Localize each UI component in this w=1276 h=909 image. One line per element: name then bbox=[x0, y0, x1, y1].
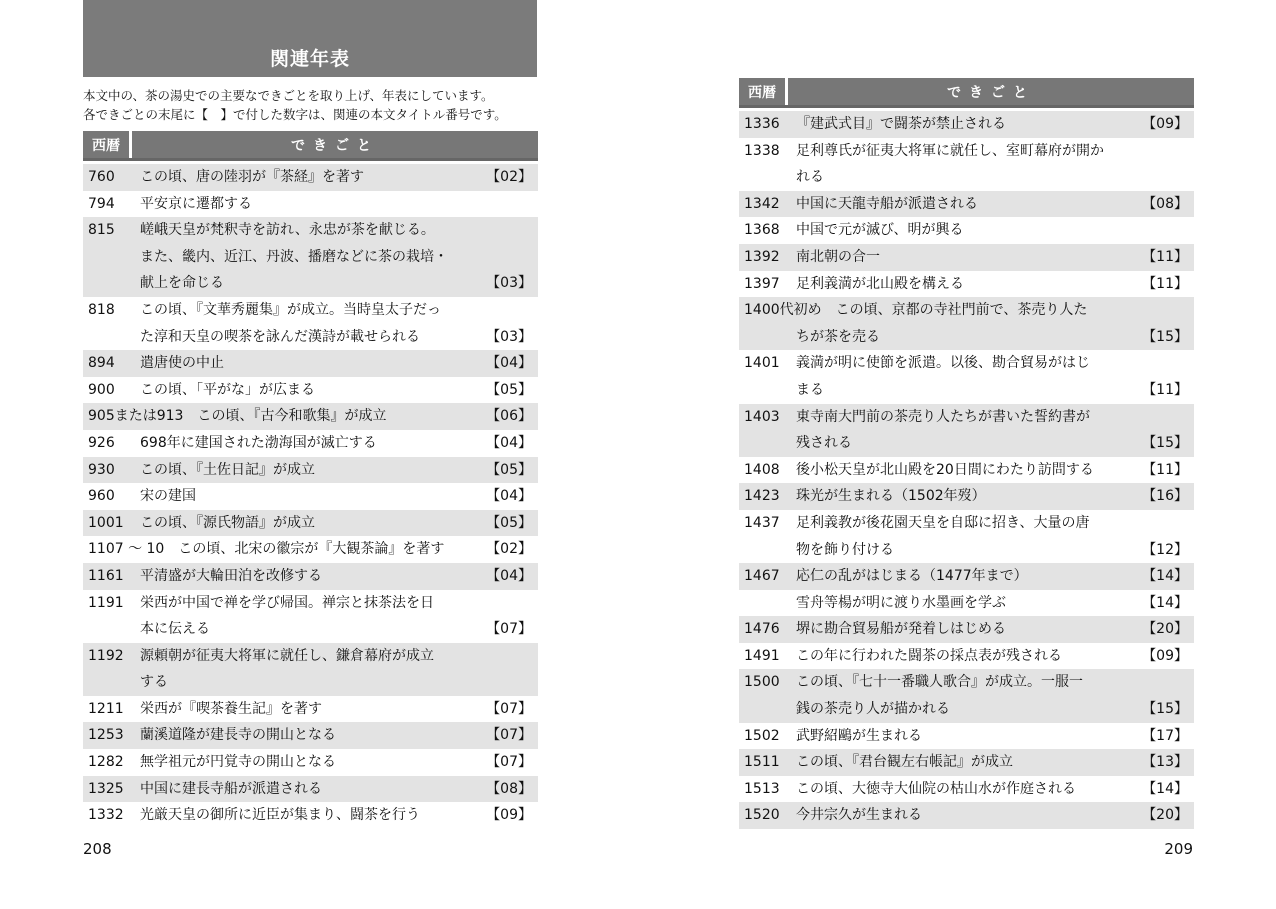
event-cell bbox=[796, 483, 1126, 510]
event-line: 残される bbox=[796, 435, 852, 452]
reference-number: 【08】 bbox=[486, 780, 532, 797]
year-cell: 1476 bbox=[744, 621, 780, 638]
event-cell bbox=[140, 457, 470, 484]
reference-number: 【20】 bbox=[1142, 807, 1188, 824]
event-line: 珠光が生まれる（1502年歿） bbox=[796, 488, 986, 505]
year-cell: 1336 bbox=[744, 116, 780, 132]
chronology-table-left bbox=[83, 131, 538, 829]
event-cell bbox=[140, 776, 470, 803]
event-cell bbox=[140, 297, 470, 350]
reference-number: 【07】 bbox=[486, 621, 532, 638]
table-row bbox=[83, 164, 538, 191]
table-row bbox=[739, 776, 1194, 803]
event-line: 応仁の乱がはじまる（1477年まで） bbox=[796, 568, 1028, 585]
reference-number: 【04】 bbox=[486, 434, 532, 451]
year-cell: 1491 bbox=[744, 647, 780, 664]
event-line: 足利義満が北山殿を構える bbox=[796, 275, 964, 292]
event-cell bbox=[796, 669, 1126, 722]
year-cell: 1467 bbox=[744, 568, 780, 585]
event-line bbox=[739, 297, 1194, 324]
reference-number: 【03】 bbox=[486, 328, 532, 345]
reference-number: 【07】 bbox=[486, 727, 532, 744]
table-row bbox=[83, 457, 538, 484]
event-cell bbox=[140, 696, 470, 723]
table-row bbox=[739, 723, 1194, 750]
event-cell bbox=[796, 457, 1126, 484]
event-line: れる bbox=[796, 169, 824, 186]
table-row bbox=[739, 138, 1194, 191]
table-row bbox=[739, 271, 1194, 298]
event-cell bbox=[796, 563, 1126, 590]
table-row bbox=[83, 722, 538, 749]
table-row bbox=[739, 404, 1194, 457]
reference-number: 【05】 bbox=[486, 461, 532, 478]
event-line: 源頼朝が征夷大将軍に就任し、鎌倉幕府が成立 bbox=[140, 647, 434, 664]
reference-number: 【04】 bbox=[486, 355, 532, 372]
event-cell bbox=[140, 563, 470, 590]
event-line: 献上を命じる bbox=[140, 275, 224, 292]
year-cell: 1332 bbox=[88, 807, 124, 824]
event-line: 698年に建国された渤海国が滅亡する bbox=[140, 434, 377, 451]
table-body bbox=[739, 111, 1194, 829]
year-cell: 930 bbox=[88, 461, 115, 478]
table-row bbox=[83, 802, 538, 829]
year-cell: 1502 bbox=[744, 727, 780, 744]
event-cell bbox=[140, 164, 470, 191]
event-line: 今井宗久が生まれる bbox=[796, 807, 922, 824]
event-line: 光厳天皇の御所に近臣が集まり、闘茶を行う bbox=[140, 807, 420, 824]
event-cell bbox=[796, 776, 1126, 803]
event-cell bbox=[796, 271, 1126, 298]
header-year: 西暦 bbox=[739, 78, 785, 105]
year-cell: 1338 bbox=[744, 142, 780, 159]
table-row bbox=[83, 510, 538, 537]
header-event: できごと bbox=[132, 131, 538, 158]
event-cell bbox=[796, 510, 1126, 563]
year-cell: 1161 bbox=[88, 567, 124, 584]
table-row bbox=[83, 483, 538, 510]
reference-number: 【09】 bbox=[486, 807, 532, 824]
event-cell bbox=[140, 722, 470, 749]
reference-number: 【09】 bbox=[1142, 647, 1188, 664]
reference-number: 【13】 bbox=[1142, 754, 1188, 771]
event-cell bbox=[140, 430, 470, 457]
reference-number: 【14】 bbox=[1142, 568, 1188, 585]
year-cell: 894 bbox=[88, 355, 115, 372]
year-cell: 1253 bbox=[88, 727, 124, 744]
table-header bbox=[83, 131, 538, 161]
page-number-right: 209 bbox=[1164, 840, 1193, 858]
year-cell: 1397 bbox=[744, 275, 780, 292]
table-body bbox=[83, 164, 538, 829]
table-row bbox=[739, 669, 1194, 722]
table-row bbox=[739, 111, 1194, 138]
year-cell: 1500 bbox=[744, 674, 780, 691]
event-line: 南北朝の合一 bbox=[796, 248, 880, 265]
intro-text bbox=[83, 86, 543, 124]
event-cell bbox=[140, 350, 470, 377]
event-cell bbox=[796, 723, 1126, 750]
reference-number: 【02】 bbox=[486, 541, 532, 558]
event-cell bbox=[140, 377, 470, 404]
year-cell: 760 bbox=[88, 169, 115, 185]
year-cell: 815 bbox=[88, 222, 115, 239]
table-header bbox=[739, 78, 1194, 108]
event-cell bbox=[140, 191, 470, 218]
reference-number: 【04】 bbox=[486, 567, 532, 584]
event-line: 銭の茶売り人が描かれる bbox=[796, 701, 950, 718]
year-cell: 1401 bbox=[744, 355, 780, 372]
intro-line: 本文中の、茶の湯史での主要なできごとを取り上げ、年表にしています。 bbox=[83, 88, 494, 103]
year-cell: 926 bbox=[88, 434, 115, 451]
table-row bbox=[739, 483, 1194, 510]
reference-number: 【05】 bbox=[486, 381, 532, 398]
event-line: この頃、『土佐日記』が成立 bbox=[140, 461, 315, 478]
table-row bbox=[83, 377, 538, 404]
event-cell bbox=[796, 138, 1126, 191]
event-text: この頃、京都の寺社門前で、茶売り人た bbox=[835, 302, 1088, 319]
year-cell: 1513 bbox=[744, 780, 780, 797]
year-cell: 1342 bbox=[744, 195, 780, 212]
year-cell: 1282 bbox=[88, 754, 124, 771]
intro-line: 各できごとの末尾に【 】で付した数字は、関連の本文タイトル番号です。 bbox=[83, 107, 507, 122]
year-cell: 1191 bbox=[88, 594, 124, 611]
reference-number: 【14】 bbox=[1142, 594, 1188, 611]
event-line: た淳和天皇の喫茶を詠んだ漢詩が載せられる bbox=[140, 328, 420, 345]
event-cell bbox=[796, 191, 1126, 218]
event-line: 武野紹鷗が生まれる bbox=[796, 727, 922, 744]
table-row bbox=[739, 297, 1194, 350]
event-line: 栄西が『喫茶養生記』を著す bbox=[140, 700, 322, 717]
event-cell bbox=[796, 749, 1126, 776]
reference-number: 【14】 bbox=[1142, 780, 1188, 797]
table-row bbox=[83, 563, 538, 590]
year-cell: 1437 bbox=[744, 514, 780, 531]
year-cell: 818 bbox=[88, 301, 115, 318]
event-line: 東寺南大門前の茶売り人たちが書いた誓約書が bbox=[796, 408, 1090, 425]
event-line: この年に行われた闘茶の採点表が残される bbox=[796, 647, 1062, 664]
reference-number: 【02】 bbox=[486, 169, 532, 185]
table-row bbox=[83, 191, 538, 218]
event-line: 足利尊氏が征夷大将軍に就任し、室町幕府が開か bbox=[796, 142, 1104, 159]
year-cell: 1403 bbox=[744, 408, 780, 425]
event-text: この頃、北宋の徽宗が『大観茶論』を著す bbox=[178, 541, 445, 558]
reference-number: 【09】 bbox=[1142, 116, 1188, 132]
table-row bbox=[83, 643, 538, 696]
table-row bbox=[83, 536, 538, 563]
event-line: 雪舟等楊が明に渡り水墨画を学ぶ bbox=[796, 594, 1006, 611]
page-title: 関連年表 bbox=[83, 0, 537, 77]
reference-number: 【06】 bbox=[486, 408, 532, 425]
year-cell: 1408 bbox=[744, 461, 780, 478]
reference-number: 【07】 bbox=[486, 754, 532, 771]
event-cell bbox=[140, 643, 470, 696]
event-line: 遣唐使の中止 bbox=[140, 355, 224, 372]
year-cell: 1325 bbox=[88, 780, 124, 797]
year-cell: 1107 ～ 10 bbox=[88, 541, 165, 558]
chronology-table-right bbox=[739, 78, 1194, 829]
event-line: 平安京に遷都する bbox=[140, 195, 252, 212]
table-row bbox=[739, 616, 1194, 643]
reference-number: 【15】 bbox=[1142, 435, 1188, 452]
event-cell bbox=[140, 483, 470, 510]
event-line: 栄西が中国で禅を学び帰国。禅宗と抹茶法を日 bbox=[140, 594, 434, 611]
event-cell bbox=[140, 749, 470, 776]
event-line: 中国で元が滅び、明が興る bbox=[796, 222, 964, 239]
year-cell: 960 bbox=[88, 488, 115, 505]
year-cell: 1400代初め bbox=[744, 302, 822, 319]
reference-number: 【11】 bbox=[1142, 275, 1188, 292]
table-row bbox=[739, 191, 1194, 218]
table-row bbox=[739, 749, 1194, 776]
event-line: 後小松天皇が北山殿を20日間にわたり訪問する bbox=[796, 461, 1094, 478]
event-line: 本に伝える bbox=[140, 621, 210, 638]
reference-number: 【04】 bbox=[486, 488, 532, 505]
event-line: 嵯峨天皇が梵釈寺を訪れ、永忠が茶を献じる。 bbox=[140, 222, 435, 239]
table-row bbox=[739, 244, 1194, 271]
table-row bbox=[739, 217, 1194, 244]
event-line bbox=[83, 536, 538, 563]
year-cell: 794 bbox=[88, 195, 115, 212]
reference-number: 【03】 bbox=[486, 275, 532, 292]
table-row bbox=[83, 776, 538, 803]
event-line: 『建武式目』で闘茶が禁止される bbox=[796, 116, 1006, 132]
table-row bbox=[739, 510, 1194, 563]
event-cell bbox=[796, 404, 1126, 457]
reference-number: 【05】 bbox=[486, 514, 532, 531]
event-cell bbox=[796, 217, 1126, 244]
event-cell bbox=[796, 350, 1126, 403]
event-line: この頃、『君台観左右帳記』が成立 bbox=[796, 754, 1013, 771]
event-line: 義満が明に使節を派遣。以後、勘合貿易がはじ bbox=[796, 355, 1090, 372]
table-row bbox=[83, 350, 538, 377]
event-cell bbox=[140, 217, 470, 297]
year-cell: 1520 bbox=[744, 807, 780, 824]
event-line: 足利義教が後花園天皇を自邸に招き、大量の唐 bbox=[796, 514, 1090, 531]
table-row bbox=[83, 696, 538, 723]
event-line: 平清盛が大輪田泊を改修する bbox=[140, 567, 322, 584]
table-row bbox=[83, 403, 538, 430]
year-cell: 1423 bbox=[744, 488, 780, 505]
reference-number: 【12】 bbox=[1142, 541, 1188, 558]
event-line: また、畿内、近江、丹波、播磨などに茶の栽培・ bbox=[140, 248, 448, 265]
reference-number: 【08】 bbox=[1142, 195, 1188, 212]
table-row bbox=[739, 802, 1194, 829]
table-row bbox=[739, 350, 1194, 403]
year-cell: 1392 bbox=[744, 248, 780, 265]
reference-number: 【07】 bbox=[486, 700, 532, 717]
reference-number: 【15】 bbox=[1142, 701, 1188, 718]
event-cell bbox=[796, 590, 1126, 617]
event-line: まる bbox=[796, 381, 824, 398]
event-cell bbox=[796, 802, 1126, 829]
reference-number: 【16】 bbox=[1142, 488, 1188, 505]
reference-number: 【11】 bbox=[1142, 461, 1188, 478]
table-row bbox=[83, 590, 538, 643]
reference-number: 【11】 bbox=[1142, 248, 1188, 265]
event-cell bbox=[796, 324, 1126, 351]
year-cell: 1192 bbox=[88, 647, 124, 664]
reference-number: 【20】 bbox=[1142, 621, 1188, 638]
year-cell: 1511 bbox=[744, 754, 780, 771]
event-line: この頃、『源氏物語』が成立 bbox=[140, 514, 315, 531]
event-line: 無学祖元が円覚寺の開山となる bbox=[140, 754, 336, 771]
year-cell: 1368 bbox=[744, 222, 780, 239]
event-cell bbox=[140, 590, 470, 643]
table-row bbox=[739, 457, 1194, 484]
table-row bbox=[83, 297, 538, 350]
year-cell: 1001 bbox=[88, 514, 124, 531]
table-row bbox=[83, 749, 538, 776]
event-line: この頃、「平がな」が広まる bbox=[140, 381, 315, 398]
event-line: 物を飾り付ける bbox=[796, 541, 894, 558]
header-year: 西暦 bbox=[83, 131, 129, 158]
event-line: する bbox=[140, 674, 168, 691]
event-line: ちが茶を売る bbox=[796, 328, 880, 345]
table-row bbox=[739, 590, 1194, 617]
reference-number: 【17】 bbox=[1142, 727, 1188, 744]
event-line: この頃、唐の陸羽が『茶経』を著す bbox=[140, 169, 364, 185]
event-line: 中国に建長寺船が派遣される bbox=[140, 780, 322, 797]
event-cell bbox=[140, 510, 470, 537]
table-row bbox=[739, 563, 1194, 590]
event-cell bbox=[796, 616, 1126, 643]
event-line: この頃、大徳寺大仙院の枯山水が作庭される bbox=[796, 780, 1076, 797]
header-event: できごと bbox=[788, 78, 1194, 105]
reference-number: 【15】 bbox=[1142, 328, 1188, 345]
event-line: 中国に天龍寺船が派遣される bbox=[796, 195, 978, 212]
event-text: この頃、『古今和歌集』が成立 bbox=[197, 408, 387, 425]
year-cell: 900 bbox=[88, 381, 115, 398]
page-number-left: 208 bbox=[83, 840, 112, 858]
event-cell bbox=[796, 244, 1126, 271]
event-line: この頃、『文華秀麗集』が成立。当時皇太子だっ bbox=[140, 301, 441, 318]
event-line: 宋の建国 bbox=[140, 488, 196, 505]
year-cell: 905または913 bbox=[88, 408, 184, 425]
event-line: この頃、『七十一番職人歌合』が成立。一服一 bbox=[796, 674, 1083, 691]
table-row bbox=[83, 217, 538, 297]
reference-number: 【11】 bbox=[1142, 381, 1188, 398]
event-line: 蘭溪道隆が建長寺の開山となる bbox=[140, 727, 336, 744]
table-row bbox=[83, 430, 538, 457]
event-cell bbox=[796, 111, 1126, 138]
year-cell: 1211 bbox=[88, 700, 124, 717]
event-cell bbox=[140, 802, 470, 829]
table-row bbox=[739, 643, 1194, 670]
event-line bbox=[83, 403, 538, 430]
event-line: 堺に勘合貿易船が発着しはじめる bbox=[796, 621, 1006, 638]
event-cell bbox=[796, 643, 1126, 670]
